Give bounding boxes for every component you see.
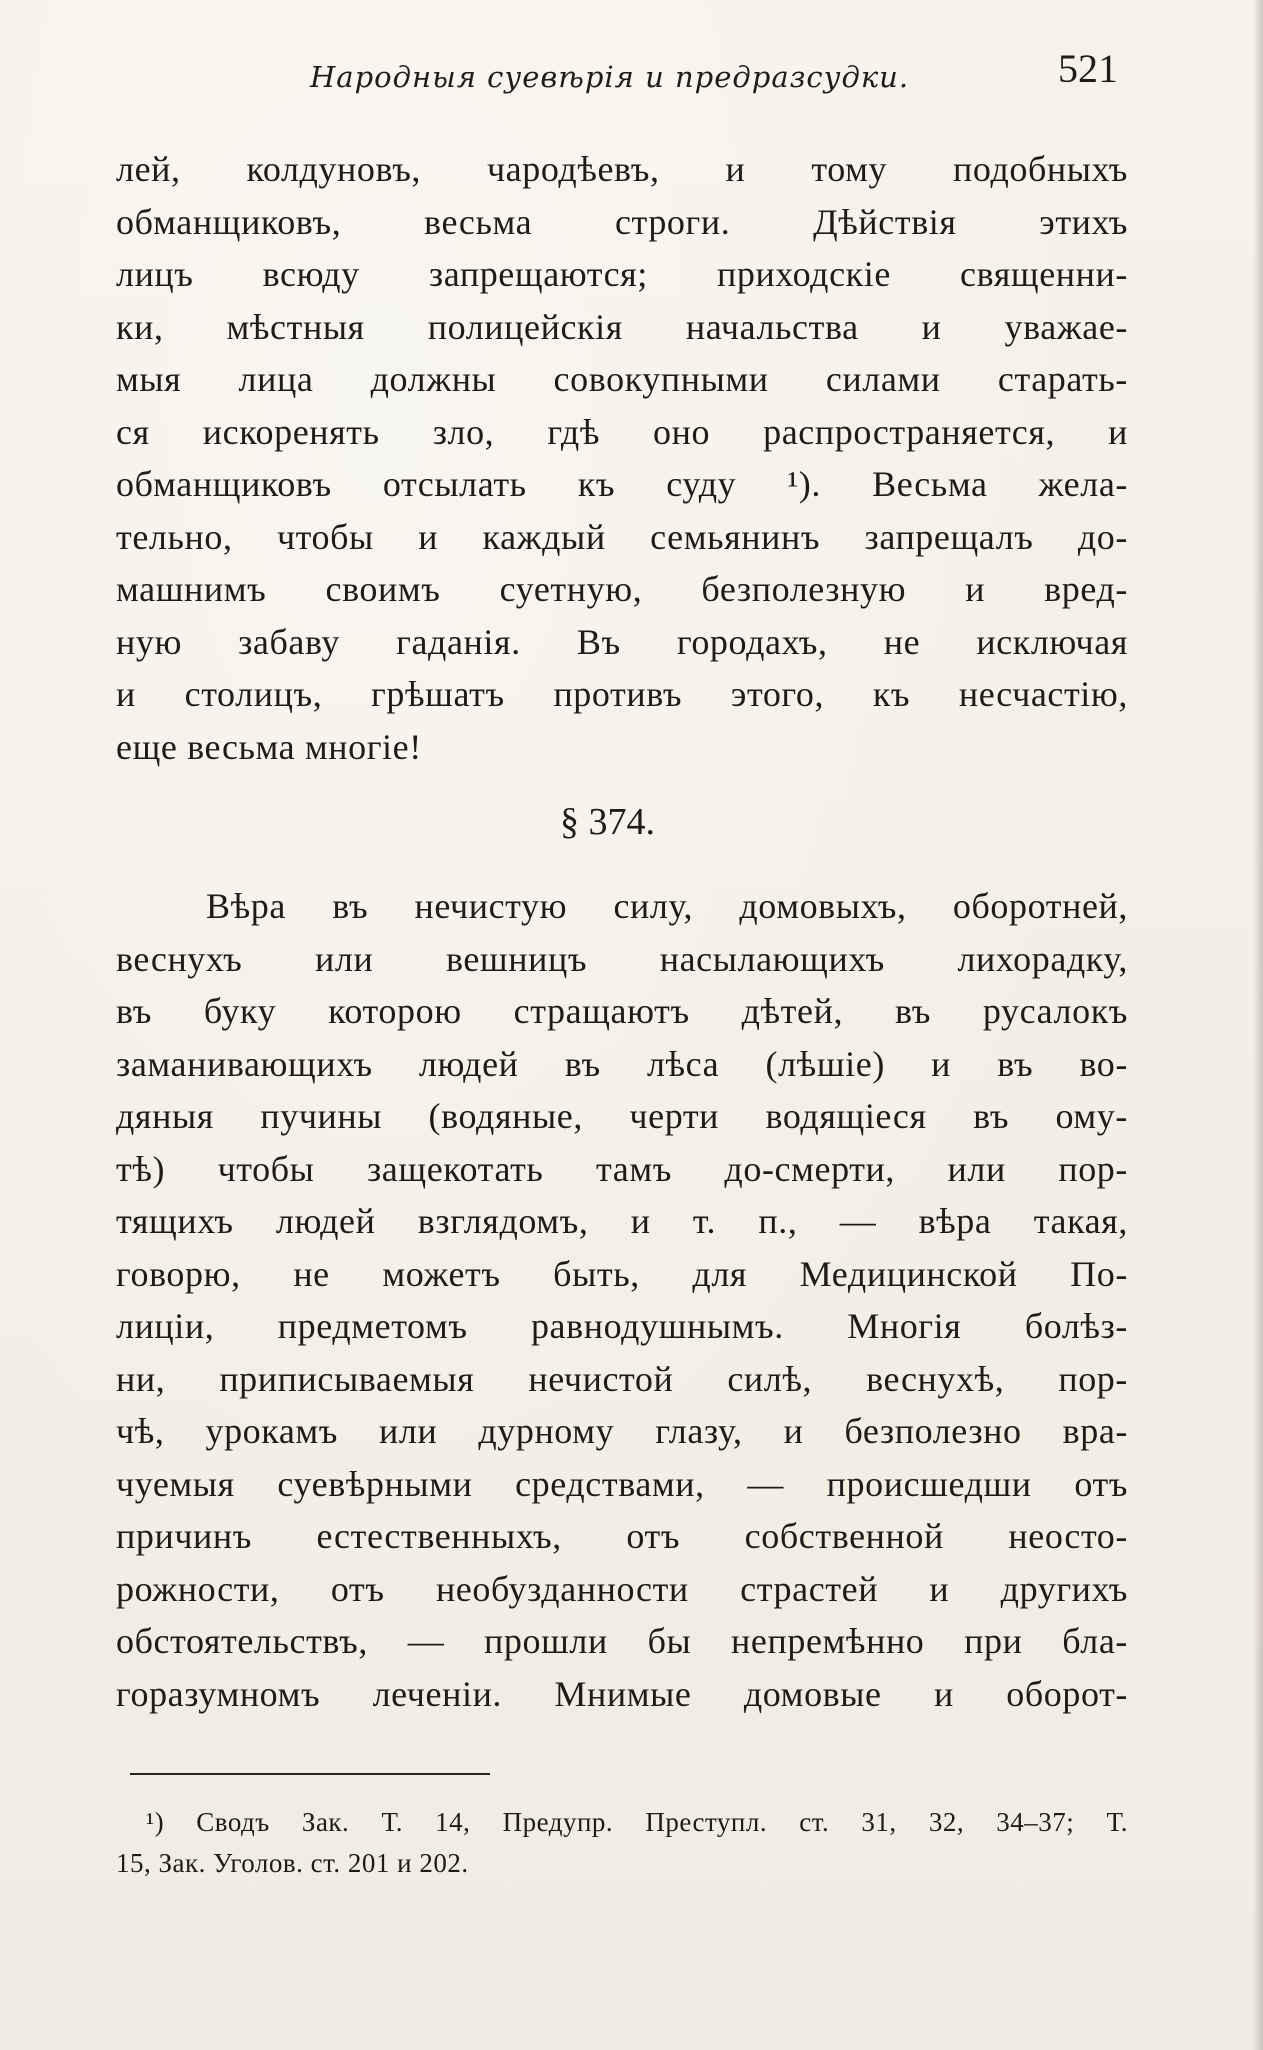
text-line: обманщиковъ отсылать къ суду ¹). Весьма жела- (116, 464, 1128, 504)
text-line: говорю, не можетъ быть, для Медицинской По- (116, 1253, 1128, 1294)
text-line: веснухъ или вешницъ насылающихъ лихорадку, (116, 938, 1128, 979)
text-line: лей, колдуновъ, чародѣевъ, и тому подобныхъ (116, 149, 1128, 189)
text-line: дяныя пучины (водяные, черти водящіеся въ ому- (116, 1096, 1128, 1136)
text-line: Вѣра въ нечистую силу, домовыхъ, оборотней, (206, 886, 1128, 926)
text-line: ную забаву гаданія. Въ городахъ, не исключая (116, 621, 1128, 662)
paragraph-374 (116, 880, 1128, 1720)
text-line: машнимъ своимъ суетную, безполезную и вред- (116, 569, 1128, 609)
page-number: 521 (1058, 46, 1118, 91)
footnote-line: ¹) Сводъ Зак. Т. 14, Предупр. Преступл. ст. 31, 32, 34–37; Т. (146, 1807, 1128, 1837)
footnote-line: 15, Зак. Уголов. ст. 201 и 202. (116, 1848, 469, 1878)
page-edge-shadow (1253, 0, 1263, 2050)
text-line: мыя лица должны совокупными силами старать- (116, 359, 1128, 399)
text-line: горазумномъ леченіи. Мнимые домовые и оборот- (116, 1673, 1128, 1714)
text-line: чуемыя суевѣрными средствами, — происшедши отъ (116, 1463, 1128, 1504)
text-line: тѣ) чтобы защекотать тамъ до-смерти, или пор- (116, 1148, 1128, 1189)
text-line: чѣ, урокамъ или дурному глазу, и безполезно вра- (116, 1411, 1128, 1451)
text-line: тельно, чтобы и каждый семьянинъ запрещалъ до- (116, 516, 1128, 557)
text-line: ки, мѣстныя полицейскія начальства и уважае- (116, 306, 1128, 347)
text-line: причинъ естественныхъ, отъ собственной неосто- (116, 1516, 1128, 1556)
text-line: и столицъ, грѣшатъ противъ этого, къ несчастію, (116, 674, 1128, 714)
text-line: ни, приписываемыя нечистой силѣ, веснухѣ, пор- (116, 1358, 1128, 1399)
paragraph-continued (116, 143, 1128, 773)
text-line: лицъ всюду запрещаются; приходскіе священни- (116, 254, 1128, 294)
footnote (116, 1802, 1128, 1884)
text-line: тящихъ людей взглядомъ, и т. п., — вѣра такая, (116, 1201, 1128, 1241)
section-heading: § 374. (560, 801, 655, 843)
running-title: Народныя суевѣрія и предразсудки. (310, 60, 910, 94)
text-line: лиціи, предметомъ равнодушнымъ. Многія болѣз- (116, 1306, 1128, 1346)
text-line: ся искоренять зло, гдѣ оно распространяется, и (116, 411, 1128, 452)
text-line: обстоятельствъ, — прошли бы непремѣнно при бла- (116, 1621, 1128, 1661)
text-line: въ буку которою стращаютъ дѣтей, въ русалокъ (116, 991, 1128, 1031)
text-line: рожности, отъ необузданности страстей и другихъ (116, 1568, 1128, 1609)
footnote-rule (130, 1773, 490, 1775)
text-line: обманщиковъ, весьма строги. Дѣйствія этихъ (116, 201, 1128, 242)
text-line: еще весьма многіе! (116, 726, 422, 767)
text-line: заманивающихъ людей въ лѣса (лѣшіе) и въ во- (116, 1043, 1128, 1084)
